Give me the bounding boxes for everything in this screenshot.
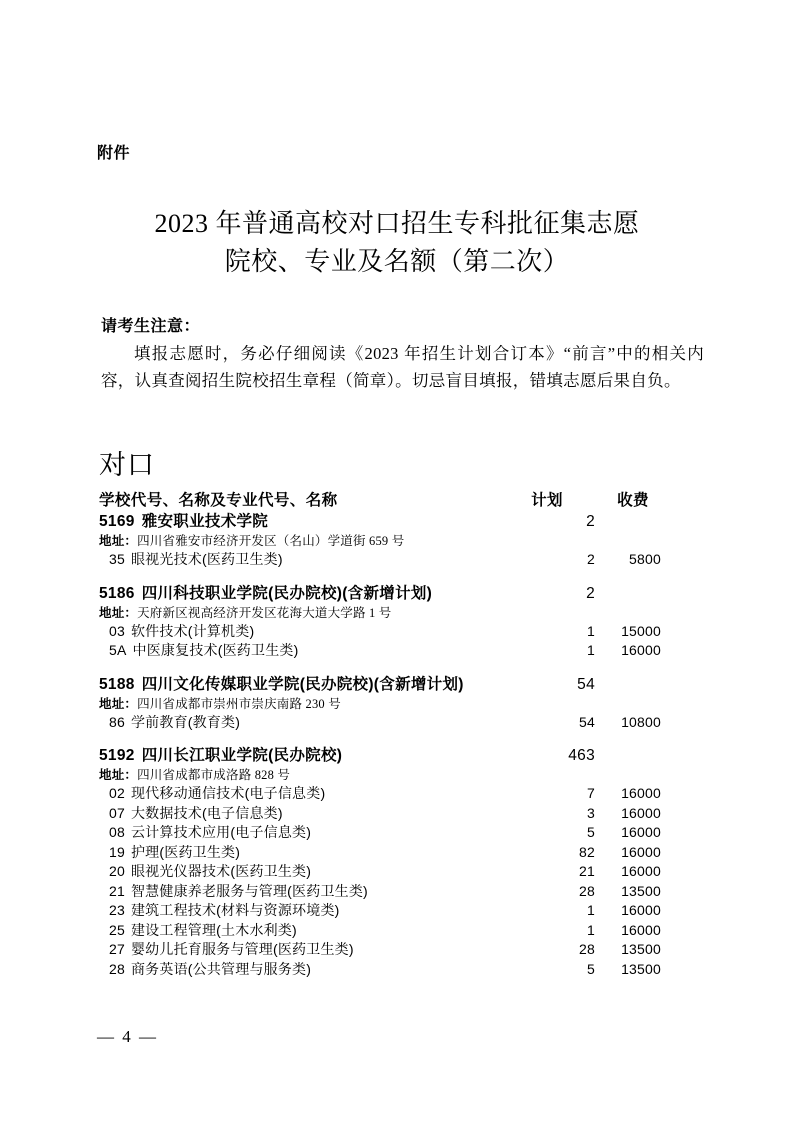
major-code: 5A [109,642,127,658]
major-row[interactable] [99,960,661,980]
school-plan-count: 54 [577,675,595,693]
address-value: 四川省雅安市经济开发区（名山）学道街 659 号 [137,534,405,548]
major-row[interactable] [99,940,661,960]
school-address-row [99,766,661,784]
major-name: 智慧健康养老服务与管理(医药卫生类) [130,882,368,899]
block-separator [99,661,661,674]
major-row[interactable] [99,713,661,733]
major-name: 护理(医药卫生类) [130,843,241,860]
major-fee: 16000 [621,642,661,658]
notice-body: 填报志愿时，务必仔细阅读《2023 年招生计划合订本》“前言”中的相关内容，认真查阅招生院校招生章程（简章）。切忌盲目填报，错填志愿后果自负。 [101,344,704,390]
notice-block [101,315,704,394]
major-code: 02 [109,785,125,801]
address-value: 四川省成都市成洛路 828 号 [137,768,291,782]
major-plan-count: 1 [587,902,595,918]
address-label: 地址： [99,768,138,782]
major-name: 建筑工程技术(材料与资源环境类) [130,902,340,918]
major-fee: 16000 [621,804,661,821]
school-name-cell [99,745,342,766]
school-name-cell [99,674,464,695]
school-code: 5188 [99,675,135,693]
major-name-cell [109,921,297,941]
major-name-cell [109,784,325,804]
major-name-cell [109,641,298,661]
major-fee: 16000 [621,921,661,938]
major-name: 眼视光技术(医药卫生类) [130,551,283,567]
major-row[interactable] [99,641,661,661]
school-address-cell [99,532,404,550]
major-row[interactable] [99,804,661,824]
major-name-cell [109,862,311,882]
major-code: 21 [109,882,125,899]
major-plan-count: 82 [579,843,595,860]
major-row[interactable] [99,901,661,921]
major-code: 03 [109,622,125,639]
major-plan-count: 1 [587,642,595,658]
table-header-row [99,490,661,511]
address-value: 天府新区视高经济开发区花海大道大学路 1 号 [137,605,392,620]
major-code: 08 [109,824,125,840]
school-name: 雅安职业技术学院 [141,513,269,530]
major-code: 19 [109,843,125,860]
admissions-table [99,490,661,979]
major-fee: 13500 [621,882,661,899]
major-fee: 13500 [621,941,661,957]
school-address-cell [99,766,290,784]
address-value: 四川省成都市崇州市崇庆南路 230 号 [137,696,341,711]
column-header-fee: 收费 [617,492,649,509]
school-plan-count: 463 [568,747,595,764]
page-title [97,205,697,280]
major-code: 86 [109,713,125,730]
major-name-cell [109,960,311,980]
address-label: 地址： [99,534,138,548]
page-title-line-2: 院校、专业及名额（第二次） [224,246,570,276]
major-row[interactable] [99,823,661,843]
major-name: 商务英语(公共管理与服务类) [130,960,312,977]
school-plan-count: 2 [586,513,595,530]
major-plan-count: 54 [579,713,595,730]
major-fee: 16000 [621,785,661,801]
major-fee: 15000 [621,622,661,639]
major-code: 20 [109,863,125,879]
major-name: 眼视光仪器技术(医药卫生类) [130,863,312,879]
major-code: 35 [109,551,125,567]
school-address-cell [99,695,341,713]
section-heading: 对口 [99,450,155,480]
address-label: 地址： [99,696,138,711]
major-fee: 16000 [621,863,661,879]
major-name: 大数据技术(电子信息类) [130,804,283,821]
major-code: 27 [109,941,125,957]
school-row[interactable] [99,583,661,604]
major-name-cell [109,804,283,824]
major-plan-count: 2 [587,551,595,567]
school-code: 5169 [99,513,135,530]
major-fee: 10800 [621,713,661,730]
school-row[interactable] [99,511,661,532]
school-address-row [99,532,661,550]
major-row[interactable] [99,862,661,882]
school-plan-count: 2 [586,584,595,602]
school-row[interactable] [99,674,661,695]
major-name: 婴幼儿托育服务与管理(医药卫生类) [130,941,354,957]
column-header-plan: 计划 [531,492,563,509]
school-code: 5186 [99,584,135,602]
major-plan-count: 3 [587,804,595,821]
major-plan-count: 21 [579,863,595,879]
school-address-row [99,604,661,622]
school-name-cell [99,583,432,604]
major-row[interactable] [99,882,661,902]
major-fee: 16000 [621,843,661,860]
attachment-label: 附件 [97,145,131,162]
major-plan-count: 7 [587,785,595,801]
column-header-name: 学校代号、名称及专业代号、名称 [99,492,338,509]
major-name: 学前教育(教育类) [130,713,241,730]
major-name: 云计算技术应用(电子信息类) [130,824,312,840]
major-fee: 13500 [621,960,661,977]
major-row[interactable] [99,784,661,804]
page-footer: — 4 — [97,1027,158,1046]
major-name-cell [109,713,240,733]
major-name-cell [109,901,340,921]
major-plan-count: 1 [587,622,595,639]
major-name-cell [109,823,311,843]
major-plan-count: 28 [579,941,595,957]
major-row[interactable] [99,550,661,570]
school-name: 四川长江职业学院(民办院校) [141,747,343,764]
notice-heading: 请考生注意： [101,318,201,335]
school-address-row [99,695,661,713]
major-fee: 16000 [621,902,661,918]
major-name-cell [109,882,368,902]
school-name-cell [99,511,268,532]
major-plan-count: 28 [579,882,595,899]
major-plan-count: 1 [587,921,595,938]
major-code: 07 [109,804,125,821]
school-name: 四川文化传媒职业学院(民办院校)(含新增计划) [141,675,464,693]
school-name: 四川科技职业学院(民办院校)(含新增计划) [141,584,433,602]
major-name-cell [109,622,254,642]
major-name-cell [109,843,240,863]
major-plan-count: 5 [587,824,595,840]
major-row[interactable] [99,843,661,863]
major-name: 建设工程管理(土木水利类) [130,921,297,938]
block-separator [99,570,661,583]
major-row[interactable] [99,622,661,642]
major-code: 23 [109,902,125,918]
major-fee: 5800 [629,551,661,567]
major-plan-count: 5 [587,960,595,977]
major-name: 现代移动通信技术(电子信息类) [130,785,326,801]
school-code: 5192 [99,747,135,764]
major-fee: 16000 [621,824,661,840]
page-title-line-1: 2023 年普通高校对口招生专科批征集志愿 [154,209,640,238]
address-label: 地址： [99,605,138,620]
major-name: 软件技术(计算机类) [130,622,255,639]
major-code: 25 [109,921,125,938]
major-name-cell [109,940,354,960]
major-name: 中医康复技术(医药卫生类) [132,642,299,658]
major-row[interactable] [99,921,661,941]
major-name-cell [109,550,283,570]
block-separator [99,732,661,745]
school-address-cell [99,604,392,622]
school-row[interactable] [99,745,661,766]
major-code: 28 [109,960,125,977]
